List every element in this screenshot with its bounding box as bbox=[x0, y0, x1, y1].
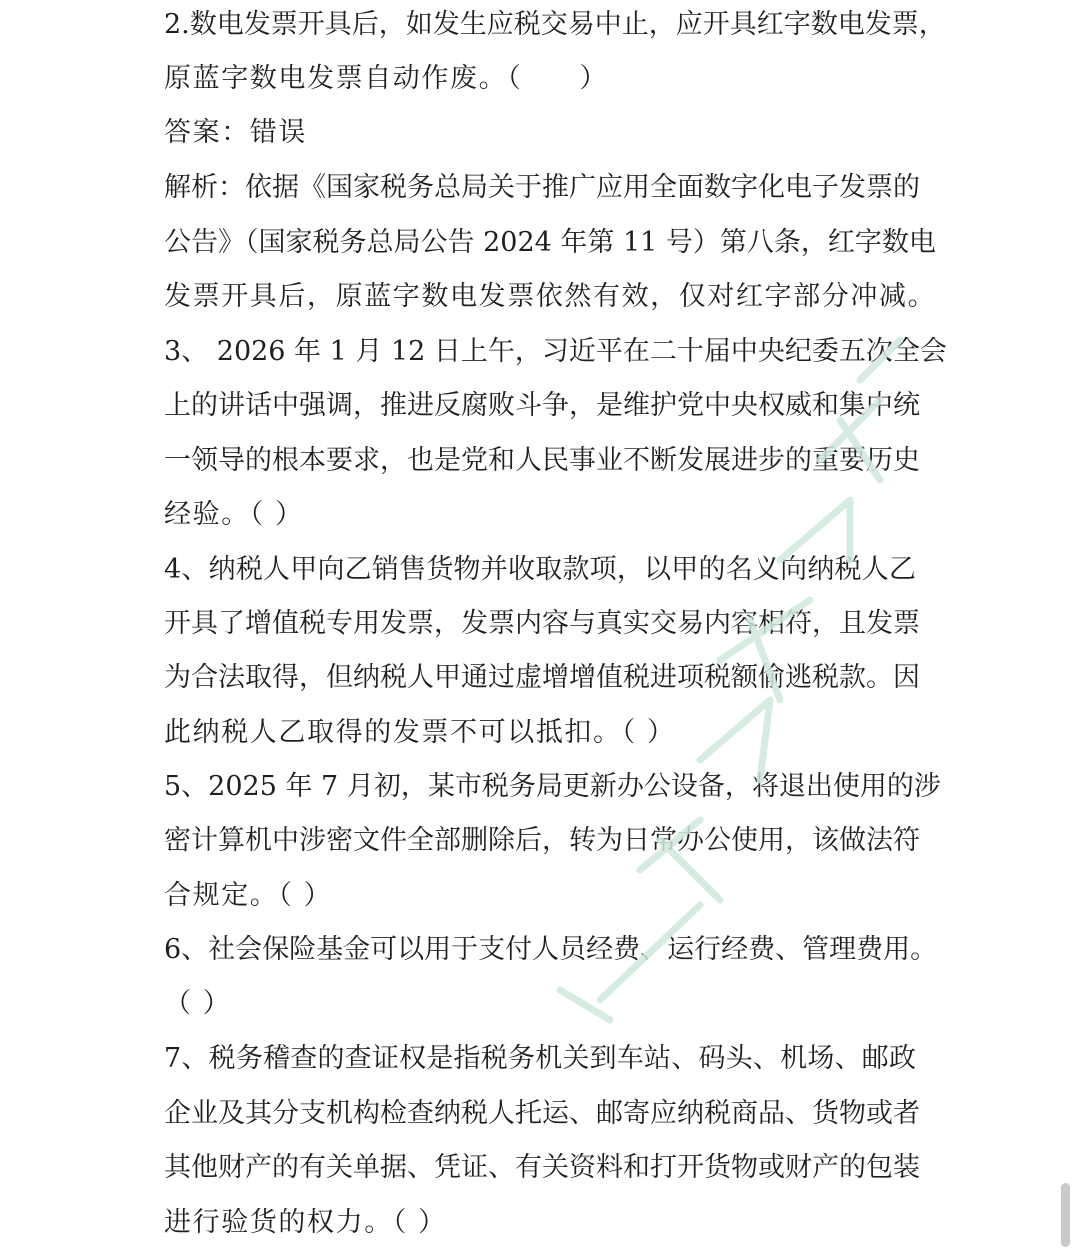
text-line: 公告》（国家税务总局公告 2024 年第 11 号）第八条，红字数电 bbox=[164, 227, 936, 258]
text-line: 密计算机中涉密文件全部删除后，转为日常办公使用，该做法符 bbox=[164, 825, 920, 856]
answer-line: 答案：错误 bbox=[164, 117, 307, 148]
text-line: 经验。（ ） bbox=[164, 499, 304, 530]
text-line: 一领导的根本要求，也是党和人民事业不断发展进步的重要历史 bbox=[164, 445, 920, 476]
text-line: 为合法取得，但纳税人甲通过虚增增值税进项税额偷逃税款。因 bbox=[164, 662, 920, 693]
text-line: 进行验货的权力。（ ） bbox=[164, 1207, 447, 1238]
text-line: 此纳税人乙取得的发票不可以抵扣。（ ） bbox=[164, 717, 676, 748]
text-line: 合规定。（ ） bbox=[164, 880, 333, 911]
text-line: 发票开具后，原蓝字数电发票依然有效，仅对红字部分冲减。 bbox=[164, 281, 937, 312]
text-line: 开具了增值税专用发票，发票内容与真实交易内容相符，且发票 bbox=[164, 608, 920, 639]
text-line: 原蓝字数电发票自动作废。（ ） bbox=[164, 63, 609, 94]
text-line: 上的讲话中强调，推进反腐败斗争，是维护党中央权威和集中统 bbox=[164, 390, 920, 421]
text-line: 解析：依据《国家税务总局关于推广应用全面数字化电子发票的 bbox=[164, 172, 920, 203]
question-line: 3、 2026 年 1 月 12 日上午，习近平在二十届中央纪委五次全会 bbox=[164, 336, 947, 367]
question-line: 7、税务稽查的查证权是指税务机关到车站、码头、机场、邮政 bbox=[164, 1043, 916, 1074]
text-line: 企业及其分支机构检查纳税人托运、邮寄应纳税商品、货物或者 bbox=[164, 1098, 920, 1129]
text-line: 2.数电发票开具后，如发生应税交易中止，应开具红字数电发票， bbox=[164, 9, 946, 40]
scrollbar-thumb[interactable] bbox=[1061, 1183, 1070, 1247]
text-line: （ ） bbox=[164, 988, 232, 1019]
question-line: 4、纳税人甲向乙销售货物并收取款项，以甲的名义向纳税人乙 bbox=[164, 554, 916, 585]
question-line: 5、2025 年 7 月初，某市税务局更新办公设备，将退出使用的涉 bbox=[164, 771, 941, 802]
question-line: 6、社会保险基金可以用于支付人员经费、运行经费、管理费用。 bbox=[164, 934, 938, 965]
text-line: 其他财产的有关单据、凭证、有关资料和打开货物或财产的包装 bbox=[164, 1152, 920, 1183]
